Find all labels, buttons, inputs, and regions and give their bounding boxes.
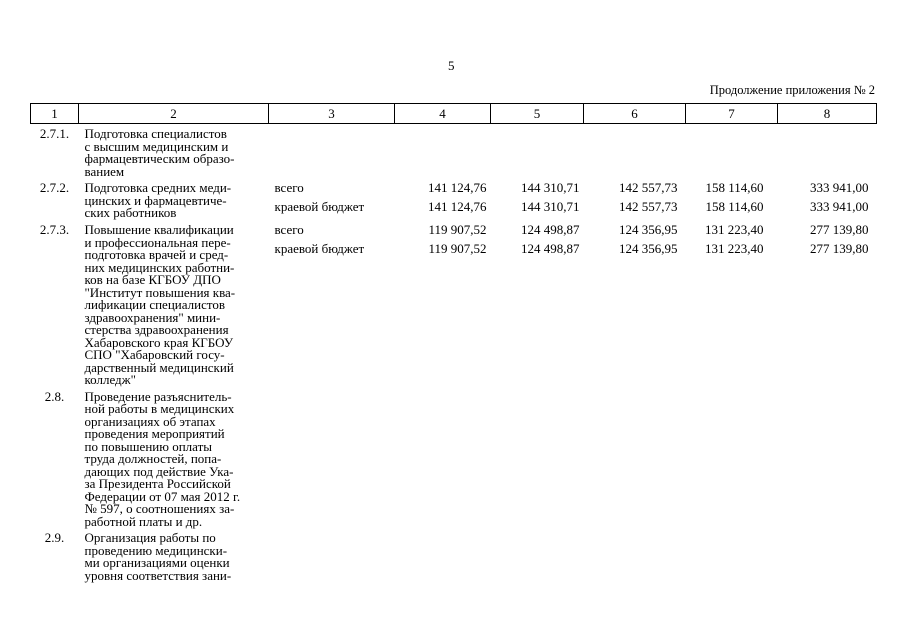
table-header-row (31, 104, 877, 124)
row-description: Подготовка средних меди- цинских и фармацевтиче- ских работников (84, 180, 232, 220)
value-col-7: 158 114,60 (705, 180, 764, 195)
column-header-2: 2 (79, 104, 269, 124)
row-values (269, 528, 877, 582)
page-number: 5 (448, 58, 455, 73)
value-line (269, 243, 877, 262)
value-col-5: 124 498,87 (521, 241, 580, 256)
value-col-5: 124 498,87 (521, 222, 580, 237)
table-row (31, 124, 877, 179)
appendix-table (30, 103, 877, 582)
table-row (31, 220, 877, 387)
row-description: Организация работы по проведению медицински- ми организациями оценки уровня соответствия зани- (84, 530, 232, 583)
value-col-6: 142 557,73 (619, 180, 678, 195)
row-number: 2.7.1. (39, 126, 70, 141)
value-col-7: 131 223,40 (705, 222, 764, 237)
row-description: Проведение разъяснитель- ной работы в медицинских организациях об этапах проведения мероприятий по повышению оплаты труда должностей, попа- дающих под действие Ука- за Президента Российской Федерации от 07 мая 2012 г. № 597, о соотношениях за- работной платы и др. (84, 388, 241, 529)
column-header-3: 3 (269, 104, 395, 124)
row-values (269, 178, 877, 220)
column-header-8: 8 (778, 104, 877, 124)
row-description: Подготовка специалистов с высшим медицинским и фармацевтическим образо- ванием (84, 126, 235, 179)
value-col-7: 158 114,60 (705, 199, 764, 214)
column-header-5: 5 (491, 104, 584, 124)
value-col-4: 119 907,52 (428, 222, 487, 237)
value-col-8: 333 941,00 (810, 180, 869, 195)
row-values (269, 220, 877, 387)
value-col-6: 124 356,95 (619, 241, 678, 256)
table-row (31, 528, 877, 582)
value-col-5: 144 310,71 (521, 199, 580, 214)
value-col-8: 333 941,00 (810, 199, 869, 214)
table-row (31, 178, 877, 220)
value-col-6: 124 356,95 (619, 222, 678, 237)
funding-source-label: краевой бюджет (274, 241, 365, 256)
row-number: 2.7.2. (39, 180, 70, 195)
row-values (269, 124, 877, 179)
funding-source-label: краевой бюджет (274, 199, 365, 214)
value-col-4: 119 907,52 (428, 241, 487, 256)
column-header-1: 1 (31, 104, 79, 124)
column-header-7: 7 (686, 104, 778, 124)
value-col-8: 277 139,80 (810, 222, 869, 237)
column-header-6: 6 (584, 104, 686, 124)
table-row (31, 387, 877, 529)
value-line (269, 201, 877, 220)
value-col-8: 277 139,80 (810, 241, 869, 256)
value-col-4: 141 124,76 (428, 199, 487, 214)
appendix-continuation-note: Продолжение приложения № 2 (709, 83, 875, 97)
row-description: Повышение квалификации и профессиональная пере- подготовка врачей и сред- них медицинских работни- ков на базе КГБОУ ДПО "Институт повышения ква- лификации специалистов здравоохранения" мини- стерства здравоохранения Хабаровского края КГБОУ СПО "Хабаровский госу- дарственный медицинский колледж" (84, 222, 236, 387)
row-values (269, 387, 877, 529)
funding-source-label: всего (274, 180, 304, 195)
column-header-4: 4 (395, 104, 491, 124)
value-col-7: 131 223,40 (705, 241, 764, 256)
value-col-5: 144 310,71 (521, 180, 580, 195)
funding-source-label: всего (274, 222, 304, 237)
value-col-4: 141 124,76 (428, 180, 487, 195)
row-number: 2.8. (44, 388, 65, 404)
row-number: 2.7.3. (39, 222, 70, 237)
value-col-6: 142 557,73 (619, 199, 678, 214)
row-number: 2.9. (44, 530, 65, 545)
